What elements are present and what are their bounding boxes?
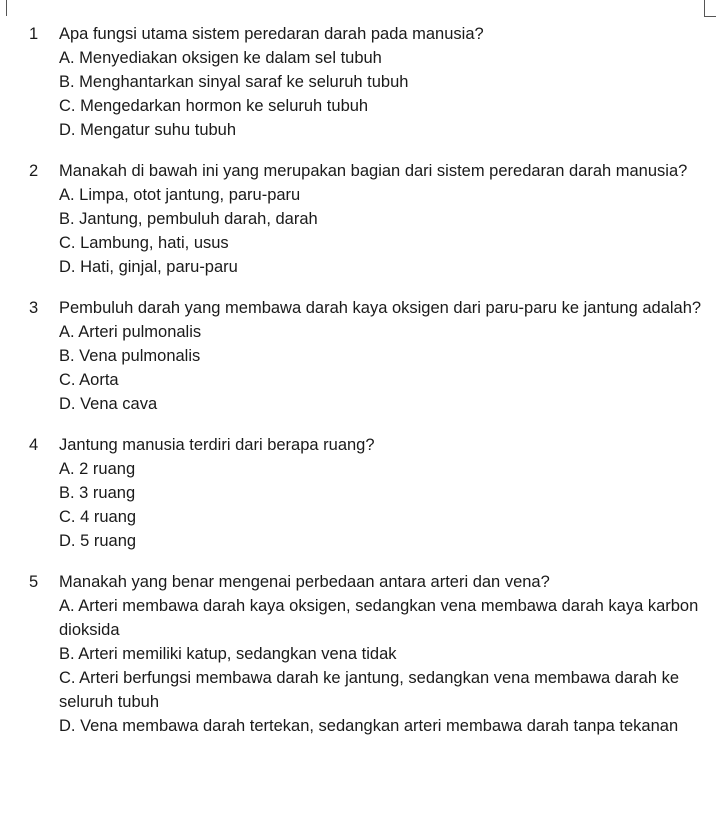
option-d: D. Mengatur suhu tubuh	[59, 121, 237, 139]
question-number: 5	[29, 573, 39, 591]
option-c: C. Aorta	[59, 371, 119, 389]
option-a: A. 2 ruang	[59, 460, 136, 478]
option-d: D. Vena cava	[59, 395, 158, 413]
question-text: Manakah di bawah ini yang merupakan bagian dari sistem peredaran darah manusia?	[59, 162, 688, 180]
option-d: D. Hati, ginjal, paru-paru	[59, 258, 238, 276]
option-d: D. Vena membawa darah tertekan, sedangkan arteri membawa darah tanpa tekanan	[59, 717, 679, 735]
question-number: 3	[29, 299, 39, 317]
question-2	[29, 159, 714, 279]
question-number: 2	[29, 162, 39, 180]
question-5	[29, 570, 714, 738]
question-text: Apa fungsi utama sistem peredaran darah pada manusia?	[59, 25, 484, 43]
option-b: B. 3 ruang	[59, 484, 136, 502]
question-number: 1	[29, 25, 39, 43]
option-b: B. Arteri memiliki katup, sedangkan vena tidak	[59, 645, 397, 663]
option-c: C. Mengedarkan hormon ke seluruh tubuh	[59, 97, 369, 115]
option-a: A. Arteri membawa darah kaya oksigen, sedangkan vena membawa darah kaya karbon dioksida	[59, 597, 699, 639]
option-d: D. 5 ruang	[59, 532, 137, 550]
question-text: Jantung manusia terdiri dari berapa ruang?	[59, 436, 375, 454]
question-3	[29, 296, 714, 416]
option-list	[29, 46, 714, 142]
option-list	[29, 457, 714, 553]
option-b: B. Menghantarkan sinyal saraf ke seluruh tubuh	[59, 73, 409, 91]
option-a: A. Arteri pulmonalis	[59, 323, 202, 341]
page-corner-mark-left	[6, 0, 7, 16]
option-list	[29, 320, 714, 416]
question-text: Pembuluh darah yang membawa darah kaya oksigen dari paru-paru ke jantung adalah?	[59, 299, 702, 317]
question-number: 4	[29, 436, 39, 454]
option-b: B. Vena pulmonalis	[59, 347, 201, 365]
option-list	[29, 594, 714, 738]
option-c: C. 4 ruang	[59, 508, 137, 526]
option-c: C. Arteri berfungsi membawa darah ke jantung, sedangkan vena membawa darah ke seluruh tubuh	[59, 669, 680, 711]
option-a: A. Menyediakan oksigen ke dalam sel tubuh	[59, 49, 382, 67]
quiz-page	[29, 22, 714, 755]
option-b: B. Jantung, pembuluh darah, darah	[59, 210, 318, 228]
question-1	[29, 22, 714, 142]
question-text: Manakah yang benar mengenai perbedaan antara arteri dan vena?	[59, 573, 550, 591]
page-corner-mark-right	[704, 0, 716, 17]
option-list	[29, 183, 714, 279]
option-a: A. Limpa, otot jantung, paru-paru	[59, 186, 301, 204]
question-4	[29, 433, 714, 553]
option-c: C. Lambung, hati, usus	[59, 234, 229, 252]
